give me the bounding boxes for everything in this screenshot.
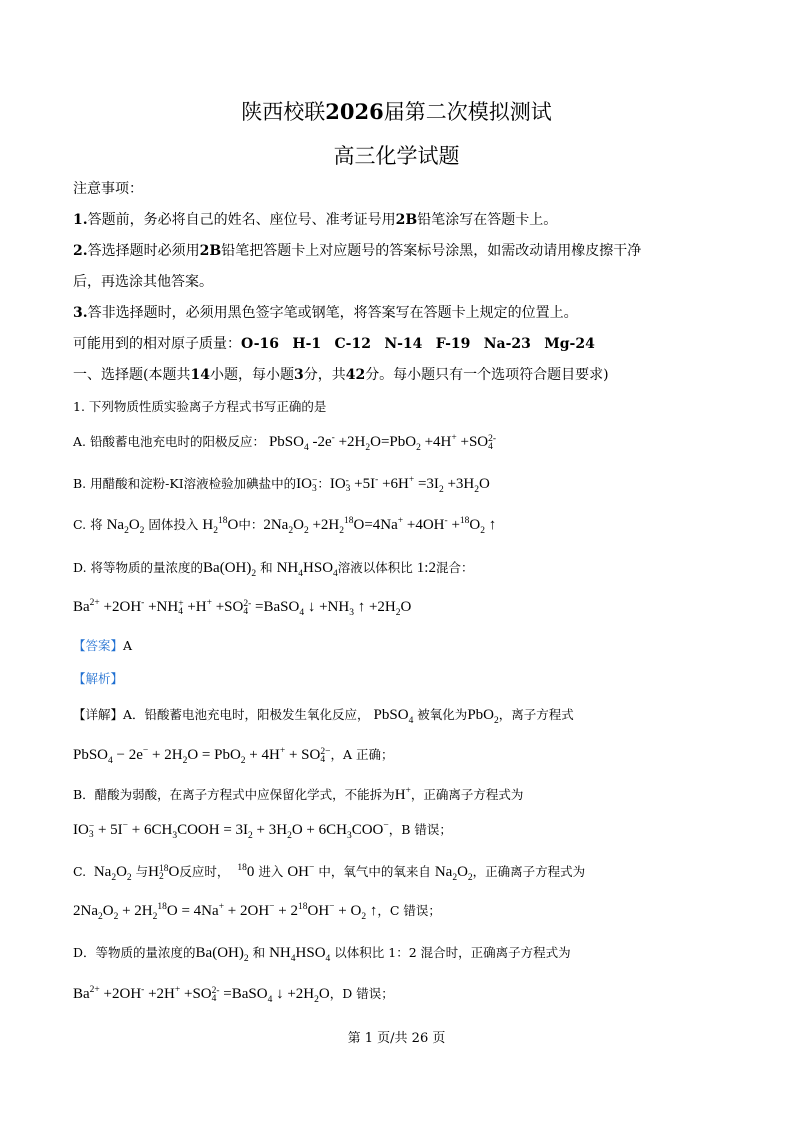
answer-line: 【答案】A bbox=[73, 638, 133, 653]
formula: PbO$_2$ bbox=[467, 707, 499, 726]
notice-item-3: 3.答非选择题时，必须用黑色签字笔或钢笔，将答案写在答题卡上规定的位置上。 bbox=[73, 305, 578, 321]
formula: $H_2^{18}O$ bbox=[202, 516, 239, 536]
q1-option-d: D. 将等物质的量浓度的$Ba(OH)_2$ 和 $NH_4HSO_4$溶液以体积比 1:2混合： bbox=[73, 560, 474, 579]
q1-option-c: C. 将 $Na_2O_2$ 固体投入 $H_2^{18}O$中：$2Na_2O_2 +2H_2^{18}O=4Na^+ +4OH^- +^{18}O_2$ ↑ bbox=[73, 516, 497, 536]
formula: IO − 3 bbox=[296, 475, 318, 494]
page-footer: 第 1 页/共 26 页 bbox=[347, 1031, 446, 1046]
formula: $Ba(OH)_2$ bbox=[203, 560, 257, 579]
notice-item-2-cont: 后，再选涂其他答案。 bbox=[73, 274, 213, 290]
q1-option-d-equation: $Ba^{2+} +2OH^- +NH$ + 4 +H+ +SO 2- 4 =BaSO$_4$ ↓ $+NH_3$ ↑ $+2H_2O$ bbox=[73, 598, 412, 618]
detail-d: D．等物质的量浓度的$Ba(OH)_2$ 和 $NH_4HSO_4$ 以体积比 1：2 混合时，正确离子方程式为 bbox=[73, 945, 571, 964]
formula: PbSO$_4$ bbox=[373, 707, 414, 726]
detail-b-equation: IO − 3 + $5I^- + 6CH_3COOH = 3I_2 + 3H_2O + 6CH_3COO^-$，B 错误； bbox=[73, 821, 452, 841]
detail-d-equation: $Ba^{2+} +2OH^- +2H^+ +SO$ 2- 4 =BaSO$_4$ ↓ $+2H_2O$，D 错误； bbox=[73, 985, 394, 1005]
section-heading: 一、选择题(本题共14小题，每小题3分，共42分。每小题只有一个选项符合题目要求) bbox=[73, 367, 609, 383]
formula: $NH_4HSO_4$ bbox=[269, 945, 331, 964]
equation: IO - 3 $+5I^- +6H^+ =3I_2 +3H_2O$ bbox=[329, 475, 490, 495]
notice-item-2: 2.答选择题时必须用2B铅笔把答题卡上对应题号的答案标号涂黑，如需改动请用橡皮擦干净 bbox=[73, 243, 642, 259]
formula: $Na_2O_2$ bbox=[434, 864, 473, 883]
equation: PbSO$_4$ $-2e^- +2H_2O=PbO_2 +4H^+ +SO$ 2- 4 bbox=[268, 433, 497, 453]
exam-subtitle: 高三化学试题 bbox=[333, 144, 460, 168]
formula: OH− bbox=[287, 863, 315, 880]
equation: $Ba^{2+} +2OH^- +2H^+ +SO$ 2- 4 =BaSO$_4$ ↓ $+2H_2O$ bbox=[73, 985, 330, 1005]
equation: IO − 3 + $5I^- + 6CH_3COOH = 3I_2 + 3H_2O + 6CH_3COO^-$ bbox=[73, 821, 389, 841]
formula: $NH_4HSO_4$ bbox=[276, 560, 338, 579]
formula: H+ bbox=[394, 786, 411, 803]
notice-heading: 注意事项： bbox=[73, 181, 143, 197]
detail-a-equation: PbSO$_4$ − $2e^- + 2H_2O = PbO_2 + 4H^+$ + SO 2− 4 ，A 正确； bbox=[73, 746, 394, 766]
notice-item-1: 1.答题前，务必将自己的姓名、座位号、准考证号用2B铅笔涂写在答题卡上。 bbox=[73, 212, 558, 228]
formula: $Ba(OH)_2$ bbox=[195, 945, 249, 964]
formula: H 18 2 O bbox=[148, 863, 180, 882]
exam-title: 陕西校联2026届第二次模拟测试 bbox=[241, 99, 552, 124]
detail-c-equation: $2Na_2O_2 + 2H_2^{18}O = 4Na^+ + 2OH^- + 2^{18}OH^- + O_2$ ↑，C 错误； bbox=[73, 902, 441, 922]
detail-c: C. $Na_2O_2$ 与H 18 2 O反应时， $^{18}$0 进入 OH− 中，氧气中的氧来自 $Na_2O_2$，正确离子方程式为 bbox=[73, 863, 586, 883]
q1-stem: 1. 下列物质性质实验离子方程式书写正确的是 bbox=[73, 399, 327, 414]
atomic-masses: 可能用到的相对原子质量：O-16 H-1 C-12 N-14 F-19 Na-23 Mg-24 bbox=[73, 336, 595, 352]
analysis-label: 【解析】 bbox=[73, 671, 124, 686]
equation: $2Na_2O_2 +2H_2^{18}O=4Na^+ +4OH^- +^{18}O_2$ ↑ bbox=[263, 516, 497, 536]
formula: $Na_2O_2$ bbox=[106, 517, 145, 536]
formula: $Na_2O_2$ bbox=[90, 864, 132, 883]
detail-b: B．醋酸为弱酸，在离子方程式中应保留化学式，不能拆为H+，正确离子方程式为 bbox=[73, 786, 524, 803]
equation: PbSO$_4$ − $2e^- + 2H_2O = PbO_2 + 4H^+$ + SO 2− 4 bbox=[73, 746, 331, 766]
equation: $2Na_2O_2 + 2H_2^{18}O = 4Na^+ + 2OH^- + 2^{18}OH^- + O_2$ ↑ bbox=[73, 902, 378, 922]
q1-option-b: B. 用醋酸和淀粉-KI溶液检验加碘盐中的IO − 3 ：IO - 3 $+5I^- +6H^+ =3I_2 +3H_2O$ bbox=[73, 475, 490, 495]
detail-a: 【详解】A．铅酸蓄电池充电时，阳极发生氧化反应， PbSO$_4$ 被氧化为PbO$_2$，离子方程式 bbox=[73, 707, 574, 726]
formula: $^{18}$0 bbox=[237, 863, 255, 880]
q1-option-a: A. 铅酸蓄电池充电时的阳极反应： PbSO$_4$ $-2e^- +2H_2O=PbO_2 +4H^+ +SO$ 2- 4 bbox=[73, 433, 497, 453]
